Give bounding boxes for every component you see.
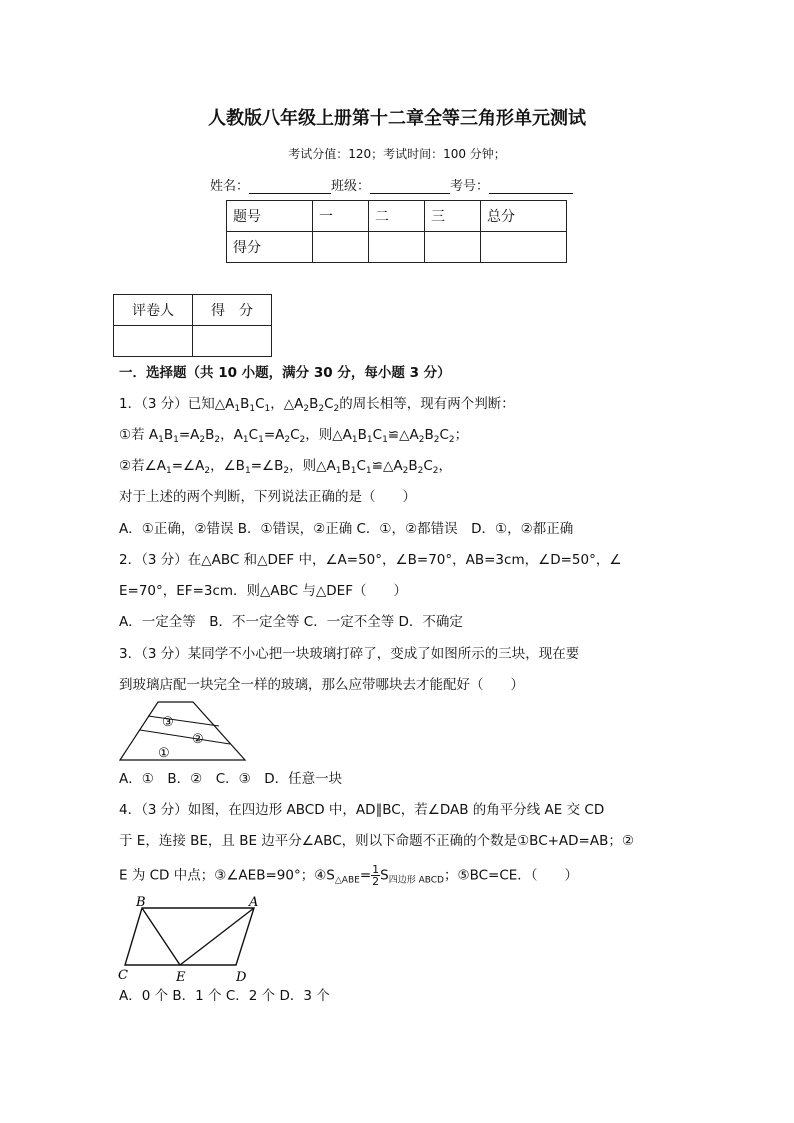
grader-header: 评卷人 (114, 295, 193, 326)
point-label-b: B (136, 895, 146, 910)
q2-line-1: 2．（3 分）在△ABC 和△DEF 中，∠A=50°，∠B=70°，AB=3cm，∠D=50°，∠ (119, 552, 622, 568)
score-header-cell: 题号 (227, 201, 313, 232)
q2-options[interactable]: A．一定全等 B．不一定全等 C．一定不全等 D．不确定 (119, 614, 463, 630)
score-cell[interactable] (481, 232, 567, 263)
q3-line-1: 3．（3 分）某同学不小心把一块玻璃打碎了，变成了如图所示的三块，现在要 (119, 646, 580, 662)
q4-line-3: E 为 CD 中点；③∠AEB=90°；$④S_{\triangle ABE}=$ $\frac{1}{2}$ $S_{四边形 ABCD}$；⑤BC=CE．（ ） (119, 863, 579, 888)
quadrilateral-abcd (125, 908, 254, 965)
name-label: 姓名： (210, 179, 250, 194)
q2-line-2: E=70°，EF=3cm．则△ABC 与△DEF（ ） (119, 583, 407, 599)
score-row-label: 得分 (227, 232, 313, 263)
q1-judgement-2: ②若$\angle A_1=\angle A_2$，$\angle B_1=\angle B_2$，则$\triangle A_1B_1C_1≌\triangle A_2B_2C_2$， (119, 458, 452, 476)
score-header-cell: 总分 (481, 201, 567, 232)
score-table (226, 200, 567, 263)
page-title: 人教版八年级上册第十二章全等三角形单元测试 (208, 108, 586, 129)
score-cell[interactable] (425, 232, 481, 263)
quadrilateral-figure (115, 893, 265, 985)
score-cell[interactable] (313, 232, 369, 263)
q3-options[interactable]: A．① B．② C．③ D．任意一块 (119, 771, 343, 787)
piece-label-3: ③ (162, 715, 174, 730)
score-cell[interactable] (369, 232, 425, 263)
score-header-cell: 二 (369, 201, 425, 232)
score-header-cell: 三 (425, 201, 481, 232)
broken-glass-figure (118, 700, 248, 765)
piece-label-1: ① (158, 746, 170, 761)
score-header: 得 分 (193, 295, 272, 326)
q3-line-2: 到玻璃店配一块完全一样的玻璃，那么应带哪块去才能配好（ ） (119, 677, 524, 693)
class-blank[interactable] (370, 179, 450, 194)
point-label-c: C (118, 968, 128, 983)
crack-line (148, 716, 219, 726)
q1-question: 对于上述的两个判断，下列说法正确的是（ ） (119, 489, 416, 505)
student-info-row (210, 175, 573, 194)
q1-options[interactable]: A．①正确，②错误 B．①错误，②正确 C．①，②都错误 D．①，②都正确 (119, 521, 574, 537)
point-label-d: D (236, 970, 247, 985)
exam-info: 考试分值：120；考试时间：100 分钟； (288, 147, 506, 161)
q4-options[interactable]: A．0 个 B．1 个 C．2 个 D．3 个 (119, 988, 330, 1004)
score-header-cell: 一 (313, 201, 369, 232)
q4-line-1: 4．（3 分）如图，在四边形 ABCD 中，AD∥BC，若∠DAB 的角平分线 AE 交 CD (119, 802, 605, 818)
crack-line (140, 730, 230, 744)
piece-label-2: ② (192, 732, 204, 747)
q1-stem: 1．（3 分）已知$\triangle A_1B_1C_1$，$\triangle A_2B_2C_2$的周长相等，现有两个判断： (119, 396, 515, 414)
class-label: 班级： (331, 179, 371, 194)
glass-outline (120, 702, 245, 760)
section-heading: 一．选择题（共 10 小题，满分 30 分，每小题 3 分） (119, 365, 451, 381)
q1-judgement-1: ①若 $A_1B_1=A_2B_2$，$A_1C_1=A_2C_2$，则$\triangle A_1B_1C_1≌\triangle A_2B_2C_2$； (119, 427, 469, 445)
segment-ae (180, 908, 254, 965)
fraction-one-half: $\frac{1}{2}$ (372, 863, 380, 888)
point-label-e: E (176, 970, 186, 985)
q4-line-2: 于 E，连接 BE，且 BE 边平分∠ABC，则以下命题不正确的个数是①BC+AD=AB；② (119, 833, 634, 849)
grader-score-cell[interactable] (193, 326, 272, 357)
segment-be (142, 908, 180, 965)
grader-cell[interactable] (114, 326, 193, 357)
grader-table (113, 294, 272, 357)
number-blank[interactable] (489, 179, 573, 194)
point-label-a: A (249, 895, 259, 910)
name-blank[interactable] (249, 179, 331, 194)
number-label: 考号： (450, 179, 490, 194)
